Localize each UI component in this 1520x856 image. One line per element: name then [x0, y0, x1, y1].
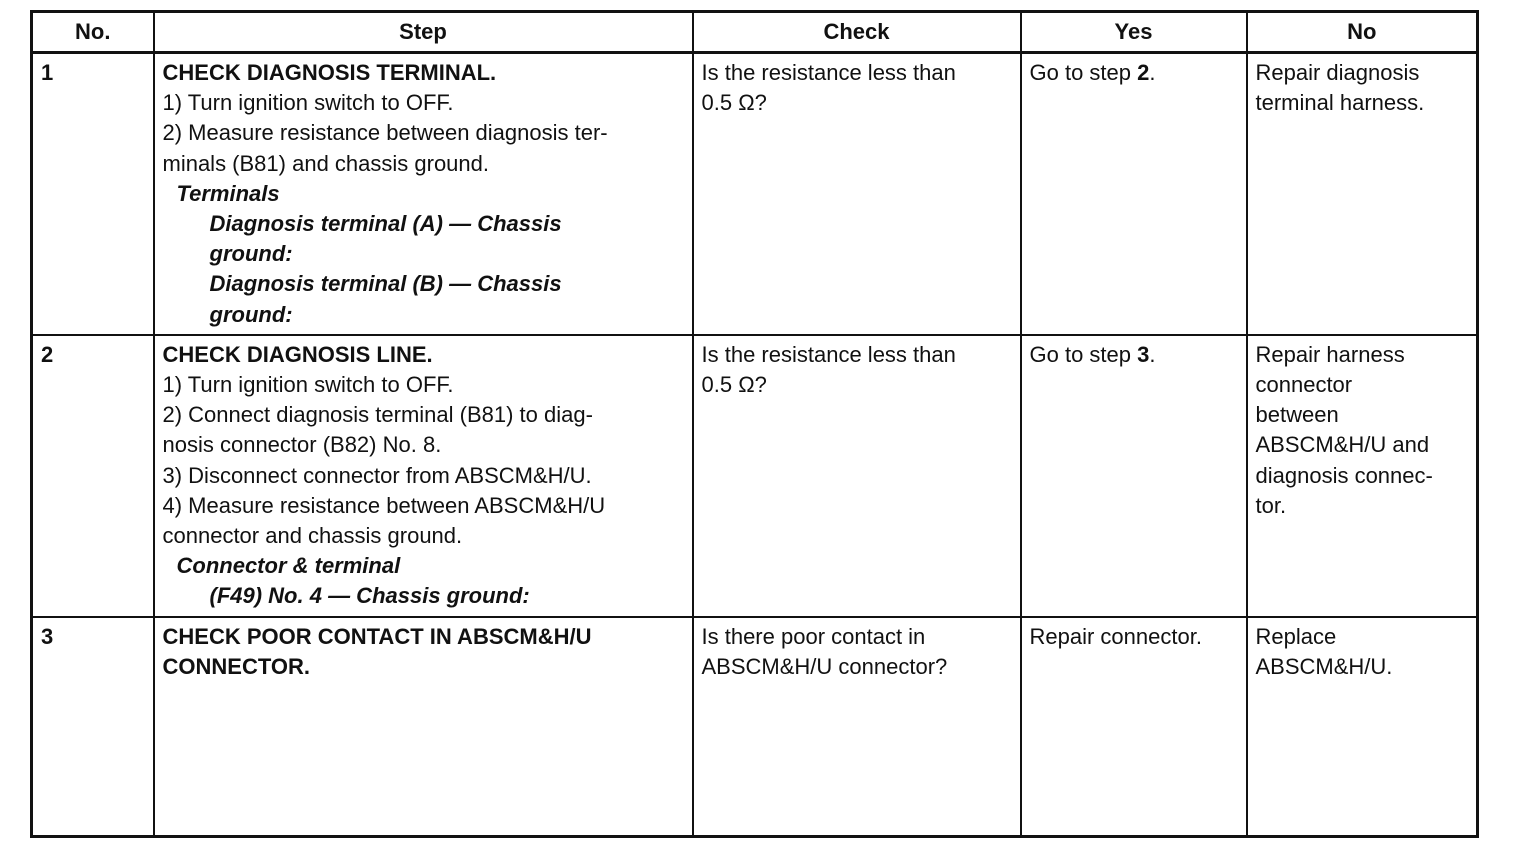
table-row — [32, 335, 1478, 617]
terminal-spec-line: ground: — [209, 241, 293, 267]
step-cell — [154, 617, 693, 837]
header-row — [32, 12, 1478, 53]
step-line: 1) Turn ignition switch to OFF. — [162, 90, 454, 116]
step-number-cell — [32, 53, 154, 335]
terminal-spec-line: ground: — [209, 301, 293, 327]
go-to-step-number: 3 — [1137, 341, 1150, 367]
step-title: CONNECTOR. — [162, 653, 310, 679]
yes-cell — [1021, 335, 1247, 617]
header-no: No. — [32, 12, 154, 53]
check-cell — [693, 335, 1021, 617]
step-title: CHECK DIAGNOSIS LINE. — [162, 341, 433, 367]
header-no-result: No — [1247, 12, 1478, 53]
yes-action: Go to step 3. — [1029, 341, 1156, 367]
diagnosis-table — [30, 10, 1479, 838]
yes-cell — [1021, 53, 1247, 335]
no-action-line: Replace — [1255, 623, 1337, 649]
connector-spec-line: (F49) No. 4 — Chassis ground: — [209, 583, 530, 609]
no-action-line: ABSCM&H/U and — [1255, 432, 1430, 458]
terminals-heading: Terminals — [176, 180, 280, 206]
step-title: CHECK POOR CONTACT IN ABSCM&H/U — [162, 623, 592, 649]
no-action-line: terminal harness. — [1255, 90, 1425, 116]
step-title: CHECK DIAGNOSIS TERMINAL. — [162, 60, 497, 85]
step-line: minals (B81) and chassis ground. — [162, 150, 489, 176]
no-action-line: Repair harness — [1255, 341, 1405, 367]
no-cell — [1247, 617, 1478, 837]
no-action-line: ABSCM&H/U. — [1255, 653, 1393, 679]
yes-action: Repair connector. — [1029, 623, 1202, 649]
step-line: 4) Measure resistance between ABSCM&H/U — [162, 492, 606, 518]
table-row — [32, 53, 1478, 335]
step-number: 3 — [41, 623, 54, 649]
header-step: Step — [154, 12, 693, 53]
terminal-spec-line: Diagnosis terminal (B) — Chassis — [209, 271, 562, 297]
check-cell — [693, 53, 1021, 335]
check-line: Is the resistance less than — [701, 60, 956, 85]
no-action-line: diagnosis connec- — [1255, 462, 1433, 488]
no-action-line: tor. — [1255, 492, 1287, 518]
step-cell — [154, 335, 693, 617]
connector-terminal-heading: Connector & terminal — [176, 553, 401, 579]
check-line: Is the resistance less than — [701, 341, 956, 367]
yes-action: Go to step 2. — [1029, 60, 1156, 85]
check-line: ABSCM&H/U connector? — [701, 653, 948, 679]
go-to-step-number: 2 — [1137, 60, 1150, 85]
step-line: 1) Turn ignition switch to OFF. — [162, 372, 454, 398]
header-yes: Yes — [1021, 12, 1247, 53]
step-number: 2 — [41, 341, 54, 367]
no-action-line: between — [1255, 402, 1339, 428]
terminal-spec-line: Diagnosis terminal (A) — Chassis — [209, 211, 562, 237]
step-line: nosis connector (B82) No. 8. — [162, 432, 442, 458]
yes-cell — [1021, 617, 1247, 837]
header-check: Check — [693, 12, 1021, 53]
check-line: Is there poor contact in — [701, 623, 926, 649]
step-number: 1 — [41, 60, 54, 85]
step-number-cell — [32, 617, 154, 837]
no-action-line: Repair diagnosis — [1255, 60, 1420, 85]
step-number-cell — [32, 335, 154, 617]
step-line: 3) Disconnect connector from ABSCM&H/U. — [162, 462, 592, 488]
no-action-line: connector — [1255, 372, 1353, 398]
no-cell — [1247, 53, 1478, 335]
step-line: 2) Connect diagnosis terminal (B81) to diag- — [162, 402, 593, 428]
step-line: 2) Measure resistance between diagnosis ter- — [162, 120, 608, 146]
step-cell — [154, 53, 693, 335]
check-line: 0.5 Ω? — [701, 90, 767, 116]
check-cell — [693, 617, 1021, 837]
no-cell — [1247, 335, 1478, 617]
check-line: 0.5 Ω? — [701, 372, 767, 398]
table-row — [32, 617, 1478, 837]
step-line: connector and chassis ground. — [162, 523, 463, 549]
